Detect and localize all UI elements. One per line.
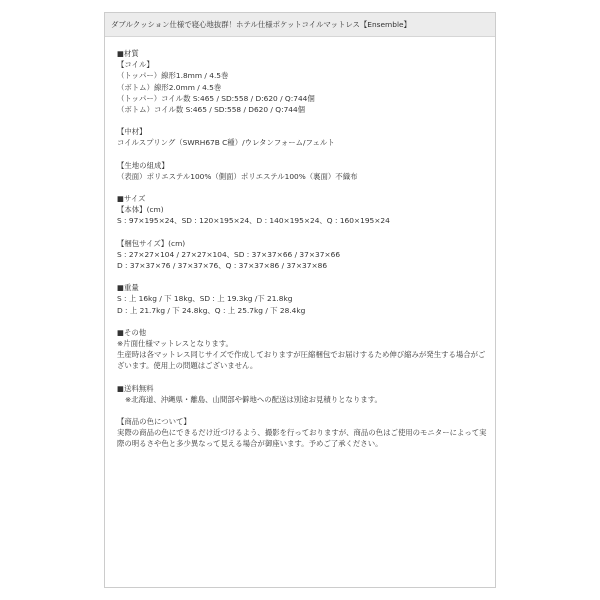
filling-block xyxy=(117,126,489,148)
body-size-subheading: 【本体】(cm) xyxy=(117,205,164,215)
single-sided-note: ※片面仕様マットレスとなります。 xyxy=(117,339,233,349)
product-title: ダブルクッション仕様で寝心地抜群！ホテル仕様ポケットコイルマットレス【Ensemble】 xyxy=(105,13,495,37)
other-heading: ■その他 xyxy=(117,327,147,337)
package-size-s-sd: S : 27×27×104 / 27×27×104、SD : 37×37×66 / 37×37×66 xyxy=(117,249,341,259)
weight-block xyxy=(117,282,489,316)
size-heading: ■サイズ xyxy=(117,194,146,204)
spec-sheet xyxy=(104,12,496,588)
weight-heading: ■重量 xyxy=(117,283,139,293)
package-size-block xyxy=(117,238,489,272)
filling-detail: コイルスプリング（SWRH67B C種）/ウレタンフォーム/フェルト xyxy=(117,138,335,148)
compression-note: 生産時は各マットレス同じサイズで作成しておりますが圧縮梱包でお届けするため伸び縮みが発生する場合がございます。使用上の問題はございません。 xyxy=(117,350,486,371)
bottom-coil-count-line: （ボトム）コイル数 S:465 / SD:558 / D620 / Q:744個 xyxy=(117,105,306,115)
coil-subheading: 【コイル】 xyxy=(117,60,154,70)
package-size-d-q: D : 37×37×76 / 37×37×76、Q : 37×37×86 / 37×37×86 xyxy=(117,261,328,271)
topper-coil-count-line: （トッパー）コイル数 S:465 / SD:558 / D:620 / Q:744個 xyxy=(117,93,315,103)
body-size-values: S : 97×195×24、SD : 120×195×24、D : 140×195×24、Q : 160×195×24 xyxy=(117,216,390,226)
package-size-heading: 【梱包サイズ】(cm) xyxy=(117,238,186,248)
fabric-block xyxy=(117,160,489,182)
shipping-note: ※北海道、沖縄県・離島、山間部や僻地への配送は別途お見積りとなります。 xyxy=(125,394,382,404)
shipping-heading: ■送料無料 xyxy=(117,383,154,393)
shipping-block xyxy=(117,383,489,405)
fabric-heading: 【生地の組成】 xyxy=(117,160,169,170)
size-block xyxy=(117,193,489,227)
filling-heading: 【中材】 xyxy=(117,127,147,137)
weight-s-sd: S : 上 16kg / 下 18kg、SD : 上 19.3kg /下 21.8kg xyxy=(117,294,293,304)
fabric-detail: （表面）ポリエステル100%（側面）ポリエステル100%（裏面）不織布 xyxy=(117,171,358,181)
spec-content xyxy=(117,48,489,461)
other-block xyxy=(117,327,489,372)
color-heading: 【商品の色について】 xyxy=(117,417,191,427)
material-heading: ■材質 xyxy=(117,49,139,58)
material-block xyxy=(117,48,489,115)
color-block xyxy=(117,416,489,450)
color-note: 実際の商品の色にできるだけ近づけるよう、撮影を行っておりますが、商品の色はご使用のモニターによって実際の明るさや色と多少異なって見える場合が御座います。予めご了承ください。 xyxy=(117,428,487,449)
weight-d-q: D : 上 21.7kg / 下 24.8kg、Q : 上 25.7kg / 下 28.4kg xyxy=(117,305,306,315)
bottom-wire-line: （ボトム）線形2.0mm / 4.5巻 xyxy=(117,82,222,92)
topper-wire-line: （トッパー）線形1.8mm / 4.5巻 xyxy=(117,71,229,81)
